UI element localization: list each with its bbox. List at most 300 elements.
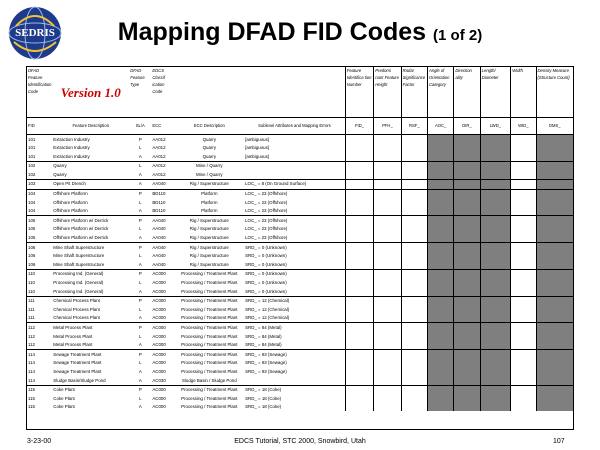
version-label: Version 1.0	[60, 84, 121, 100]
col-desc: Feature Description	[52, 118, 129, 135]
attr-cell	[480, 403, 511, 412]
attr-cell	[345, 269, 373, 278]
attr-cell	[480, 314, 511, 323]
attr-cell	[480, 376, 511, 385]
cell-desc: Sludge Basin/Sludge Pond	[53, 377, 106, 383]
cell-fid: 106	[28, 261, 36, 267]
attr-cell	[454, 135, 480, 144]
table-row	[27, 243, 573, 252]
attr-cell	[374, 359, 401, 368]
table-row	[27, 279, 573, 288]
attr-cell	[374, 135, 401, 144]
attr-cell	[454, 161, 480, 170]
attr-cell	[374, 341, 401, 350]
attr-cell	[480, 216, 511, 225]
cell-ecc: AC000	[152, 333, 166, 339]
attr-cell	[536, 225, 573, 234]
attr-cell	[536, 341, 573, 350]
attr-cell	[427, 341, 453, 350]
attr-cell	[401, 179, 427, 189]
attr-cell	[427, 234, 453, 243]
cell-attrs: SRD_ = 0 (Unknown)	[245, 288, 287, 294]
attr-cell	[401, 269, 427, 278]
attr-cell	[345, 279, 373, 288]
attr-cell	[480, 207, 511, 216]
cell-ecc: AC000	[152, 315, 166, 321]
attr-cell	[536, 216, 573, 225]
attr-cell	[511, 152, 536, 161]
footer-date: 3-23-00	[27, 438, 52, 445]
table-row	[27, 323, 573, 332]
attr-cell	[401, 198, 427, 207]
attr-cell	[401, 243, 427, 252]
attr-cell	[374, 170, 401, 179]
attr-cell	[480, 332, 511, 341]
table-row	[27, 234, 573, 243]
attr-cell	[511, 287, 536, 296]
table-row	[27, 161, 573, 170]
attr-cell	[374, 161, 401, 170]
attr-cell	[511, 252, 536, 261]
attr-cell	[454, 394, 480, 403]
cell-attrs: SRD_ = 18 (Coke)	[244, 385, 345, 394]
cell-ecc: AA040	[152, 235, 166, 241]
attr-cell	[480, 341, 511, 350]
cell-attrs: SRD_ = 84 (Metal)	[245, 333, 282, 339]
attr-cell	[345, 394, 373, 403]
cell-desc: Processing Ind. (General)	[53, 288, 104, 294]
attr-cell	[511, 216, 536, 225]
cell-ecc-desc: Quarry	[202, 153, 217, 159]
attr-cell	[401, 359, 427, 368]
attr-cell	[511, 279, 536, 288]
attr-cell	[401, 332, 427, 341]
cell-ecc-desc: Processing / Treatment Plant	[175, 296, 245, 305]
header-aoc: Angle of Orientation Category	[427, 67, 453, 118]
table-row	[27, 332, 573, 341]
cell-fid: 115	[27, 385, 52, 394]
attr-cell	[536, 243, 573, 252]
attr-cell	[480, 296, 511, 305]
attr-cell	[374, 305, 401, 314]
cell-fid: 105	[28, 226, 36, 232]
cell-attrs: SRD_ = 84 (Metal)	[244, 323, 345, 332]
attr-cell	[427, 243, 453, 252]
attr-cell	[454, 305, 480, 314]
cell-attrs: SRD_ = 18 (Coke)	[245, 395, 282, 401]
attr-cell	[401, 305, 427, 314]
attr-cell	[374, 350, 401, 359]
attr-cell	[345, 252, 373, 261]
attr-cell	[374, 296, 401, 305]
col-dms: DMS_	[536, 118, 573, 135]
title-suffix: (1 of 2)	[433, 27, 483, 44]
attr-cell	[454, 252, 480, 261]
col-dir: DIR_	[454, 118, 480, 135]
table-row	[27, 350, 573, 359]
attr-cell	[427, 287, 453, 296]
cell-ecc: AC000	[151, 323, 174, 332]
attr-cell	[401, 207, 427, 216]
cell-ecc-desc: Processing / Treatment Plant	[175, 385, 245, 394]
cell-desc: Offshore Platform w/ Derrick	[52, 216, 129, 225]
attr-cell	[511, 260, 536, 269]
attr-cell	[427, 359, 453, 368]
attr-cell	[536, 305, 573, 314]
cell-ecc: AC000	[152, 280, 166, 285]
cell-attrs: LOC_ = 8 (On Ground Surface)	[244, 179, 345, 189]
cell-slac: L	[139, 333, 142, 339]
attr-cell	[401, 350, 427, 359]
attr-cell	[536, 252, 573, 261]
attr-cell	[374, 367, 401, 376]
attr-cell	[480, 367, 511, 376]
attr-cell	[427, 305, 453, 314]
cell-ecc-desc: Processing / Treatment Plant	[181, 404, 238, 410]
attr-cell	[454, 323, 480, 332]
cell-slac: A	[138, 368, 142, 374]
header-row-top	[27, 67, 573, 118]
table-row	[27, 376, 573, 385]
cell-desc: Chemical Process Plant	[53, 306, 100, 312]
cell-fid: 111	[27, 296, 52, 305]
cell-slac: L	[139, 306, 142, 312]
attr-cell	[454, 234, 480, 243]
attr-cell	[454, 216, 480, 225]
cell-slac: A	[138, 208, 142, 214]
attr-cell	[480, 189, 511, 198]
cell-desc: Offshore Platform w/ Derrick	[53, 226, 109, 232]
attr-cell	[427, 376, 453, 385]
attr-cell	[480, 234, 511, 243]
cell-attrs: LOC_ = 23 (Offshore)	[245, 226, 288, 232]
cell-ecc-desc: Mine / Quarry	[175, 161, 245, 170]
attr-cell	[374, 234, 401, 243]
cell-desc: Processing Ind. (General)	[52, 269, 129, 278]
svg-text:SEDRIS: SEDRIS	[15, 27, 55, 39]
cell-ecc-desc: Rig / Superstructure	[175, 243, 245, 252]
attr-cell	[454, 207, 480, 216]
attr-cell	[374, 314, 401, 323]
col-wid: WID_	[511, 118, 536, 135]
fid-mapping-table	[26, 66, 574, 430]
cell-slac: A	[138, 315, 142, 321]
attr-cell	[454, 359, 480, 368]
attr-cell	[454, 385, 480, 394]
attr-cell	[536, 314, 573, 323]
attr-cell	[454, 189, 480, 198]
table-row	[27, 179, 573, 189]
cell-desc: Coke Plant	[52, 385, 129, 394]
attr-cell	[345, 403, 373, 412]
cell-slac: P	[129, 189, 151, 198]
attr-cell	[401, 216, 427, 225]
cell-desc: Chemical Process Plant	[53, 315, 100, 321]
attr-cell	[511, 385, 536, 394]
cell-desc: Mine Shaft Superstructure	[53, 261, 105, 267]
col-ecc-desc: ECC Description	[175, 118, 245, 135]
cell-fid: 103	[27, 179, 52, 189]
cell-ecc-desc: Quarry	[202, 136, 217, 142]
attr-cell	[345, 216, 373, 225]
cell-attrs: SRD_ = 0 (Unknown)	[245, 280, 287, 285]
attr-cell	[374, 225, 401, 234]
attr-cell	[536, 207, 573, 216]
attr-cell	[511, 179, 536, 189]
attr-cell	[511, 350, 536, 359]
cell-attrs: [ambiguous]	[245, 145, 270, 151]
attr-cell	[345, 225, 373, 234]
attr-cell	[454, 225, 480, 234]
cell-ecc: AC000	[152, 368, 166, 374]
attr-cell	[454, 170, 480, 179]
cell-ecc-desc: Rig / Superstructure	[189, 226, 229, 232]
attr-cell	[345, 341, 373, 350]
attr-cell	[511, 305, 536, 314]
attr-cell	[374, 152, 401, 161]
cell-slac: P	[129, 350, 151, 359]
attr-cell	[454, 314, 480, 323]
attr-cell	[401, 170, 427, 179]
slide-title	[0, 18, 600, 47]
attr-cell	[536, 359, 573, 368]
attr-cell	[511, 161, 536, 170]
cell-attrs: LOC_ = 23 (Offshore)	[245, 208, 288, 214]
attr-cell	[374, 243, 401, 252]
attr-cell	[536, 403, 573, 412]
attr-cell	[345, 305, 373, 314]
attr-cell	[511, 403, 536, 412]
cell-ecc: BD110	[152, 208, 166, 214]
cell-ecc-desc: Processing / Treatment Plant	[181, 342, 238, 348]
cell-attrs: SRD_ = 84 (Metal)	[245, 342, 282, 348]
cell-slac: L	[139, 226, 142, 232]
cell-attrs: SRD_ = 93 (Sewage)	[244, 350, 345, 359]
attr-cell	[401, 314, 427, 323]
attr-cell	[536, 287, 573, 296]
cell-ecc: AA040	[151, 179, 174, 189]
attr-cell	[401, 161, 427, 170]
table-row	[27, 367, 573, 376]
attr-cell	[374, 385, 401, 394]
cell-slac: A	[138, 171, 142, 177]
table-row	[27, 170, 573, 179]
header-fid-number: Feature Identifica tion Number	[345, 67, 373, 118]
attr-cell	[536, 170, 573, 179]
cell-ecc: AA040	[152, 253, 166, 259]
col-fid: FID	[27, 118, 52, 135]
cell-ecc-desc: Processing / Treatment Plant	[175, 269, 245, 278]
cell-attrs: [ambiguous]	[245, 153, 270, 159]
attr-cell	[511, 207, 536, 216]
cell-fid: 112	[27, 323, 52, 332]
cell-slac: A	[138, 404, 142, 410]
attr-cell	[345, 385, 373, 394]
attr-cell	[536, 367, 573, 376]
table-row	[27, 207, 573, 216]
cell-attrs: SRD_ = 12 (Chemical)	[245, 306, 290, 312]
cell-ecc-desc: Processing / Treatment Plant	[175, 323, 245, 332]
cell-ecc-desc: Processing / Treatment Plant	[181, 333, 238, 339]
cell-ecc: AA040	[152, 226, 166, 232]
cell-attrs: SRD_ = 0 (Unknown)	[244, 243, 345, 252]
cell-slac: A	[138, 288, 142, 294]
cell-ecc-desc: Rig / Superstructure	[175, 179, 245, 189]
attr-cell	[480, 179, 511, 189]
attr-cell	[454, 403, 480, 412]
attr-cell	[427, 189, 453, 198]
cell-desc: Offshore Platform w/ Derrick	[53, 235, 109, 241]
attr-cell	[374, 287, 401, 296]
cell-fid: 110	[28, 288, 35, 294]
attr-cell	[480, 269, 511, 278]
cell-slac: A	[138, 342, 142, 348]
attr-cell	[427, 216, 453, 225]
cell-slac: A	[129, 179, 151, 189]
cell-attrs: SRD_ = 0 (Unknown)	[245, 261, 287, 267]
attr-cell	[511, 225, 536, 234]
attr-cell	[374, 252, 401, 261]
attr-cell	[401, 296, 427, 305]
attr-cell	[427, 170, 453, 179]
cell-slac: P	[129, 323, 151, 332]
cell-fid: 110	[27, 269, 52, 278]
attr-cell	[427, 161, 453, 170]
table-row	[27, 189, 573, 198]
header-dfad-type: DFAD Feature Type	[130, 68, 145, 87]
table-row	[27, 260, 573, 269]
attr-cell	[480, 135, 511, 144]
cell-slac: L	[129, 161, 151, 170]
attr-cell	[511, 376, 536, 385]
cell-fid: 111	[28, 306, 35, 312]
attr-cell	[480, 279, 511, 288]
cell-attrs: SRD_ = 0 (Unknown)	[244, 269, 345, 278]
cell-ecc: AC030	[152, 377, 166, 383]
cell-ecc-desc: Processing / Treatment Plant	[181, 395, 238, 401]
attr-cell	[345, 189, 373, 198]
cell-slac: L	[139, 253, 142, 259]
cell-desc: Offshore Platform	[53, 208, 88, 214]
attr-cell	[427, 152, 453, 161]
cell-ecc: BD110	[151, 189, 174, 198]
attr-cell	[401, 323, 427, 332]
attr-cell	[345, 234, 373, 243]
cell-ecc: AC000	[151, 296, 174, 305]
cell-ecc: AC000	[152, 360, 166, 366]
cell-slac: A	[138, 235, 142, 241]
title-main: Mapping DFAD FID Codes	[117, 18, 427, 46]
attr-cell	[345, 376, 373, 385]
header-pfh: Predomi nant Feature Height	[374, 67, 401, 118]
cell-ecc: AA012	[151, 161, 174, 170]
attr-cell	[374, 198, 401, 207]
cell-desc: Offshore Platform	[52, 189, 129, 198]
attr-cell	[511, 135, 536, 144]
attr-cell	[427, 135, 453, 144]
cell-ecc-desc: Processing / Treatment Plant	[175, 350, 245, 359]
cell-fid: 102	[28, 171, 36, 177]
cell-fid: 102	[27, 161, 52, 170]
attr-cell	[427, 207, 453, 216]
attr-cell	[401, 152, 427, 161]
cell-fid: 105	[27, 216, 52, 225]
attr-cell	[536, 179, 573, 189]
cell-desc: Metal Process Plant	[52, 323, 129, 332]
cell-slac: L	[139, 199, 142, 205]
attr-cell	[427, 296, 453, 305]
attr-cell	[511, 341, 536, 350]
attr-cell	[536, 234, 573, 243]
col-ecc: ECC	[151, 118, 174, 135]
cell-desc: Mine Shaft Superstructure	[53, 253, 105, 259]
attr-cell	[427, 314, 453, 323]
cell-ecc-desc: Rig / Superstructure	[175, 216, 245, 225]
attr-cell	[427, 269, 453, 278]
cell-desc: Metal Process Plant	[53, 333, 93, 339]
attr-cell	[480, 323, 511, 332]
cell-ecc: AA040	[152, 261, 166, 267]
cell-fid: 104	[28, 208, 36, 214]
cell-ecc-desc: Quarry	[202, 145, 217, 151]
attr-cell	[401, 252, 427, 261]
attr-cell	[480, 260, 511, 269]
cell-ecc: AA012	[152, 171, 166, 177]
cell-ecc-desc: Rig / Superstructure	[189, 261, 229, 267]
cell-slac: P	[129, 385, 151, 394]
attr-cell	[536, 296, 573, 305]
attr-cell	[374, 260, 401, 269]
col-pfh: PFH_	[374, 118, 401, 135]
cell-ecc-desc: Processing / Treatment Plant	[181, 315, 238, 321]
attr-cell	[536, 144, 573, 153]
attr-cell	[480, 359, 511, 368]
header-dms: Density Measure (Structure Count)	[536, 67, 573, 118]
table-row	[27, 305, 573, 314]
attr-cell	[454, 152, 480, 161]
cell-slac: A	[138, 261, 142, 267]
attr-cell	[427, 332, 453, 341]
attr-cell	[480, 198, 511, 207]
table-row	[27, 135, 573, 144]
cell-ecc: AC000	[152, 306, 166, 312]
attr-cell	[480, 394, 511, 403]
table-row	[27, 385, 573, 394]
cell-attrs: LOC_ = 23 (Offshore)	[244, 189, 345, 198]
cell-ecc: AA012	[152, 136, 166, 142]
attr-cell	[427, 252, 453, 261]
attr-cell	[480, 152, 511, 161]
cell-desc: Open Pit Drench	[52, 179, 129, 189]
cell-attrs: LOC_ = 23 (Offshore)	[245, 235, 288, 241]
cell-fid: 114	[28, 368, 35, 374]
table-row	[27, 287, 573, 296]
attr-cell	[536, 161, 573, 170]
cell-slac: L	[139, 145, 142, 151]
footer-center: EDCS Tutorial, STC 2000, Snowbird, Utah	[234, 438, 366, 445]
cell-ecc: AC000	[152, 404, 166, 410]
attr-cell	[345, 350, 373, 359]
attr-cell	[401, 394, 427, 403]
cell-slac: L	[139, 280, 142, 285]
cell-ecc-desc: Rig / Superstructure	[189, 235, 229, 241]
cell-desc: Sewage Treatment Plant	[53, 360, 102, 366]
cell-desc: Coke Plant	[53, 404, 75, 410]
cell-attrs: SRD_ = 12 (Chemical)	[244, 296, 345, 305]
cell-fid: 112	[28, 333, 35, 339]
attr-cell	[536, 385, 573, 394]
cell-slac: P	[129, 243, 151, 252]
